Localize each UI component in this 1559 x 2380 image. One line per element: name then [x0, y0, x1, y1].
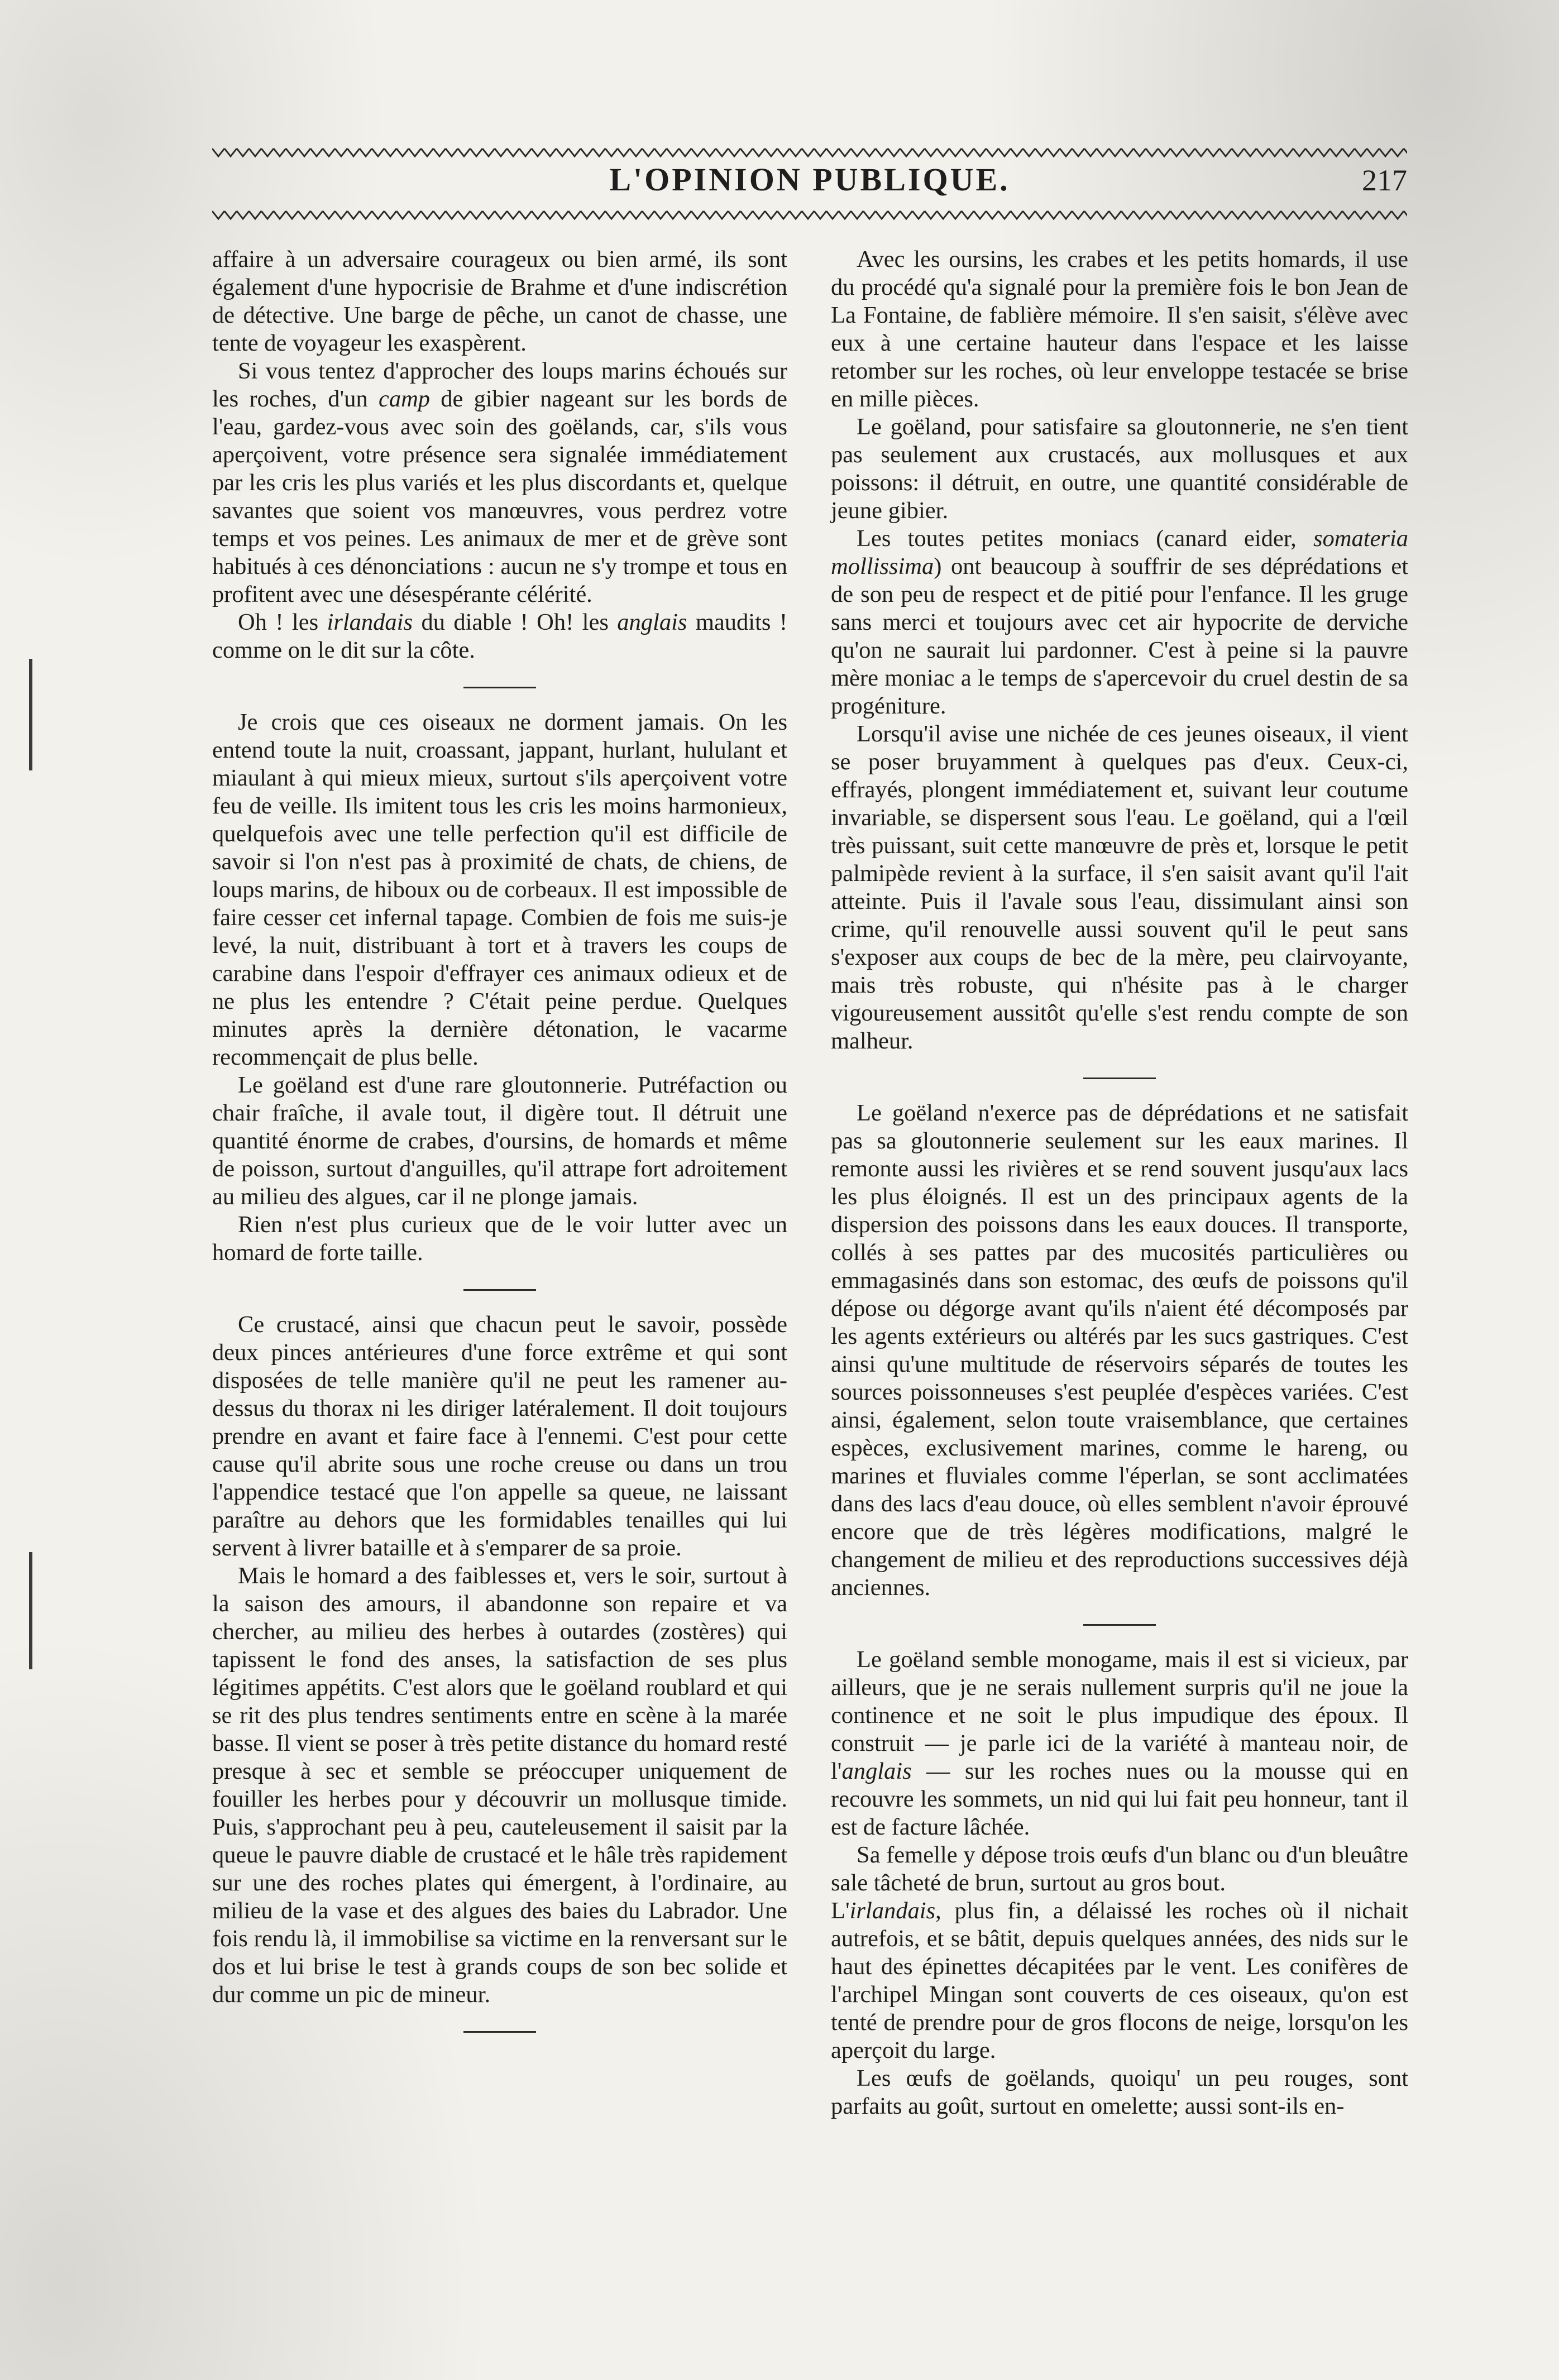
paragraph: [831, 1646, 1408, 1841]
text-run: — sur les roches nues ou la mousse qui en recouvre les sommets, un nid qui lui fait peu honneur, tant il est de facture lâchée.: [831, 1758, 1408, 1840]
paragraph: affaire à un adversaire courageux ou bien armé, ils sont également d'une hypocrisie de Brahme et d'une indiscrétion de détective. Une barge de pêche, un canot de chasse, une tente de voyageur les exaspèrent.: [212, 246, 787, 356]
section-divider: [463, 2031, 536, 2033]
paragraph: [831, 525, 1408, 720]
paragraph: [212, 609, 787, 664]
italic-term: anglais: [841, 1758, 912, 1784]
page-header: [212, 146, 1407, 224]
newspaper-title: L'OPINION PUBLIQUE.: [609, 161, 1010, 198]
italic-term: irlandais: [327, 609, 413, 635]
binding-mark: [29, 1552, 32, 1669]
right-column: [831, 246, 1408, 2120]
section-divider: [1083, 1078, 1156, 1079]
text-run: , plus fin, a délaissé les roches où il nichait autrefois, et se bâtit, depuis quelques années, des nids sur le haut des épinettes décapitées par le vent. Les conifères de l'archipel Mingan sont couverts de ces oiseaux, qu'on est tenté de prendre pour de gros flocons de neige, lorsqu'on les aperçoit du large.: [831, 1898, 1408, 2063]
italic-term: somateria mollissima: [831, 525, 1408, 580]
paragraph: Le goëland est d'une rare gloutonnerie. Putréfaction ou chair fraîche, il avale tout, il digère tout. Il détruit une quantité énorme de crabes, d'oursins, de homards et même de poisson, surtout d'anguilles, qu'il attrape fort adroitement au milieu des algues, car il ne plonge jamais.: [212, 1072, 787, 1210]
paragraph: Rien n'est plus curieux que de le voir lutter avec un homard de forte taille.: [212, 1211, 787, 1266]
italic-term: anglais: [617, 609, 687, 635]
paragraph: Lorsqu'il avise une nichée de ces jeunes oiseaux, il vient se poser bruyamment à quelques pas d'eux. Ceux-ci, effrayés, plongent immédiatement et, suivant leur coutume invariable, se dispersent sous l'eau. Le goëland, qui a l'œil très puissant, suit cette manœuvre de près et, lorsque le petit palmipède revient à la surface, il s'en saisit avant qu'il l'ait atteinte. Puis il l'avale sous l'eau, dissimulant ainsi son crime, qu'il renouvelle aussi souvent qu'il le peut sans s'exposer aux coups de bec de la mère, peu clairvoyante, mais très robuste, qui n'hésite pas à le charger vigoureusement aussitôt qu'elle s'est rendu compte de son malheur.: [831, 721, 1408, 1054]
text-run: de gibier nageant sur les bords de l'eau, gardez-vous avec soin des goëlands, car, s'ils vous aperçoivent, votre présence sera signalée immédiatement par les cris les plus variés et les plus discordants et, quelque savantes que soient vos manœuvres, vous perdrez votre temps et vos peines. Les animaux de mer et de grève sont habitués à ces dénonciations : aucun ne s'y trompe et tous en profitent avec une désespérante célérité.: [212, 386, 787, 607]
text-run: Si vous tentez d'approcher des loups marins échoués sur les roches, d'un: [212, 358, 787, 412]
text-run: Le goëland semble monogame, mais il est si vicieux, par ailleurs, que je ne serais nullement surpris qu'il ne joue la continence et ne soit le plus impudique des époux. Il construit — je parle ici de la variété à manteau noir, de l': [831, 1646, 1408, 1784]
paragraph: Ce crustacé, ainsi que chacun peut le savoir, possède deux pinces antérieures d'une force extrême et qui sont disposées de telle manière qu'il ne peut les ramener au-dessus du thorax ni les diriger latéralement. Il doit toujours prendre en avant et faire face à l'ennemi. C'est pour cette cause qu'il abrite sous une roche creuse ou dans un trou l'appendice testacé que l'on appelle sa queue, ne laissant paraître au dehors que les formidables tenailles qui lui servent à livrer bataille et à s'emparer de sa proie.: [212, 1311, 787, 1561]
text-run: du diable ! Oh! les: [413, 609, 618, 635]
paragraph: Avec les oursins, les crabes et les petits homards, il use du procédé qu'a signalé pour la première fois le bon Jean de La Fontaine, de fablière mémoire. Il s'en saisit, s'élève avec eux à une certaine hauteur dans l'espace et les laisse retomber sur les roches, où leur enveloppe testacée se brise en mille pièces.: [831, 246, 1408, 412]
paragraph: Sa femelle y dépose trois œufs d'un blanc ou d'un bleuâtre sale tâcheté de brun, surtout au gros bout.: [831, 1842, 1408, 1896]
text-run: Les toutes petites moniacs (canard eider,: [857, 525, 1313, 552]
section-divider: [463, 1289, 536, 1291]
paragraph: [831, 1897, 1408, 2065]
text-run: ) ont beaucoup à souffrir de ses déprédations et de son peu de respect et de pitié pour l'enfance. Il les gruge sans merci et toujours avec cet air hypocrite de derviche qu'on ne saurait lui pardonner. C'est à peine si la pauvre mère moniac a le temps de s'apercevoir du cruel destin de sa progéniture.: [831, 553, 1408, 719]
paragraph: Le goëland n'exerce pas de déprédations et ne satisfait pas sa gloutonnerie seulement sur les eaux marines. Il remonte aussi les rivières et se rend souvent jusqu'aux lacs les plus éloignés. Il est un des principaux agents de la dispersion des poissons dans les eaux douces. Il transporte, collés à ses pattes par des mucosités particulières ou emmagasinés dans son estomac, des œufs de poissons qu'il dépose ou dégorge avant qu'ils n'aient été décomposés par les agents extérieurs ou altérés par les sucs gastriques. C'est ainsi qu'une multitude de réservoirs séparés de toutes les sources poissonneuses s'est peuplée d'espèces variées. C'est ainsi, également, selon toute vraisemblance, que certaines espèces, exclusivement marines, comme le hareng, ou marines et fluviales comme l'éperlan, se sont acclimatées dans des lacs d'eau douce, où elles semblent n'avoir éprouvé encore que de très légères modifications, malgré le changement de milieu et des reproductions successives déjà anciennes.: [831, 1100, 1408, 1601]
text-run: L': [831, 1898, 850, 1924]
section-divider: [1083, 1624, 1156, 1626]
paragraph: Je crois que ces oiseaux ne dorment jamais. On les entend toute la nuit, croassant, jappant, hurlant, hululant et miaulant à qui mieux mieux, surtout s'ils aperçoivent votre feu de veille. Ils imitent tous les cris les moins harmonieux, quelquefois avec une telle perfection qu'il est difficile de savoir si l'on n'est pas à proximité de chats, de chiens, de loups marins, de hiboux ou de corbeaux. Il est impossible de faire cesser cet infernal tapage. Combien de fois me suis-je levé, la nuit, distribuant à tort et à travers les coups de carabine dans l'espoir d'effrayer ces animaux odieux et de ne plus les entendre ? C'était peine perdue. Quelques minutes après la dernière détonation, le vacarme recommençait de plus belle.: [212, 709, 787, 1070]
paragraph: Le goëland, pour satisfaire sa gloutonnerie, ne s'en tient pas seulement aux crustacés, aux mollusques et aux poissons: il détruit, en outre, une quantité considérable de jeune gibier.: [831, 414, 1408, 524]
page-number: 217: [1362, 164, 1407, 197]
left-column: [212, 246, 787, 2053]
italic-term: irlandais: [849, 1898, 936, 1924]
section-divider: [463, 687, 536, 688]
paragraph: Les œufs de goëlands, quoiqu' un peu rouges, sont parfaits au goût, surtout en omelette; aussi sont-ils en-: [831, 2065, 1408, 2119]
header-ornament-top: [212, 146, 1407, 159]
binding-mark: [29, 659, 32, 770]
header-ornament-bottom: [212, 209, 1407, 221]
italic-term: camp: [378, 386, 431, 412]
text-run: maudits ! comme on le dit sur la côte.: [212, 609, 787, 663]
paragraph: Mais le homard a des faiblesses et, vers le soir, surtout à la saison des amours, il abandonne son repaire et va chercher, au milieu des herbes à outardes (zostères) qui tapissent le fond des anses, la satisfaction de ses plus légitimes appétits. C'est alors que le goëland roublard et qui se rit des plus tendres sentiments entre en scène à la marée basse. Il vient se poser à très petite distance du homard resté presque à sec et semble se préoccuper uniquement de fouiller les herbes pour y découvrir un mollusque timide. Puis, s'approchant peu à peu, cauteleusement il saisit par la queue le pauvre diable de crustacé et le hâle très rapidement sur une des roches plates qui émergent, à l'ordinaire, au milieu de la vase et des algues des baies du Labrador. Une fois rendu là, il immobilise sa victime en la renversant sur le dos et lui brise le test à grands coups de son bec solide et dur comme un pic de mineur.: [212, 1563, 787, 2008]
paragraph: [212, 357, 787, 609]
text-run: Oh ! les: [238, 609, 327, 635]
